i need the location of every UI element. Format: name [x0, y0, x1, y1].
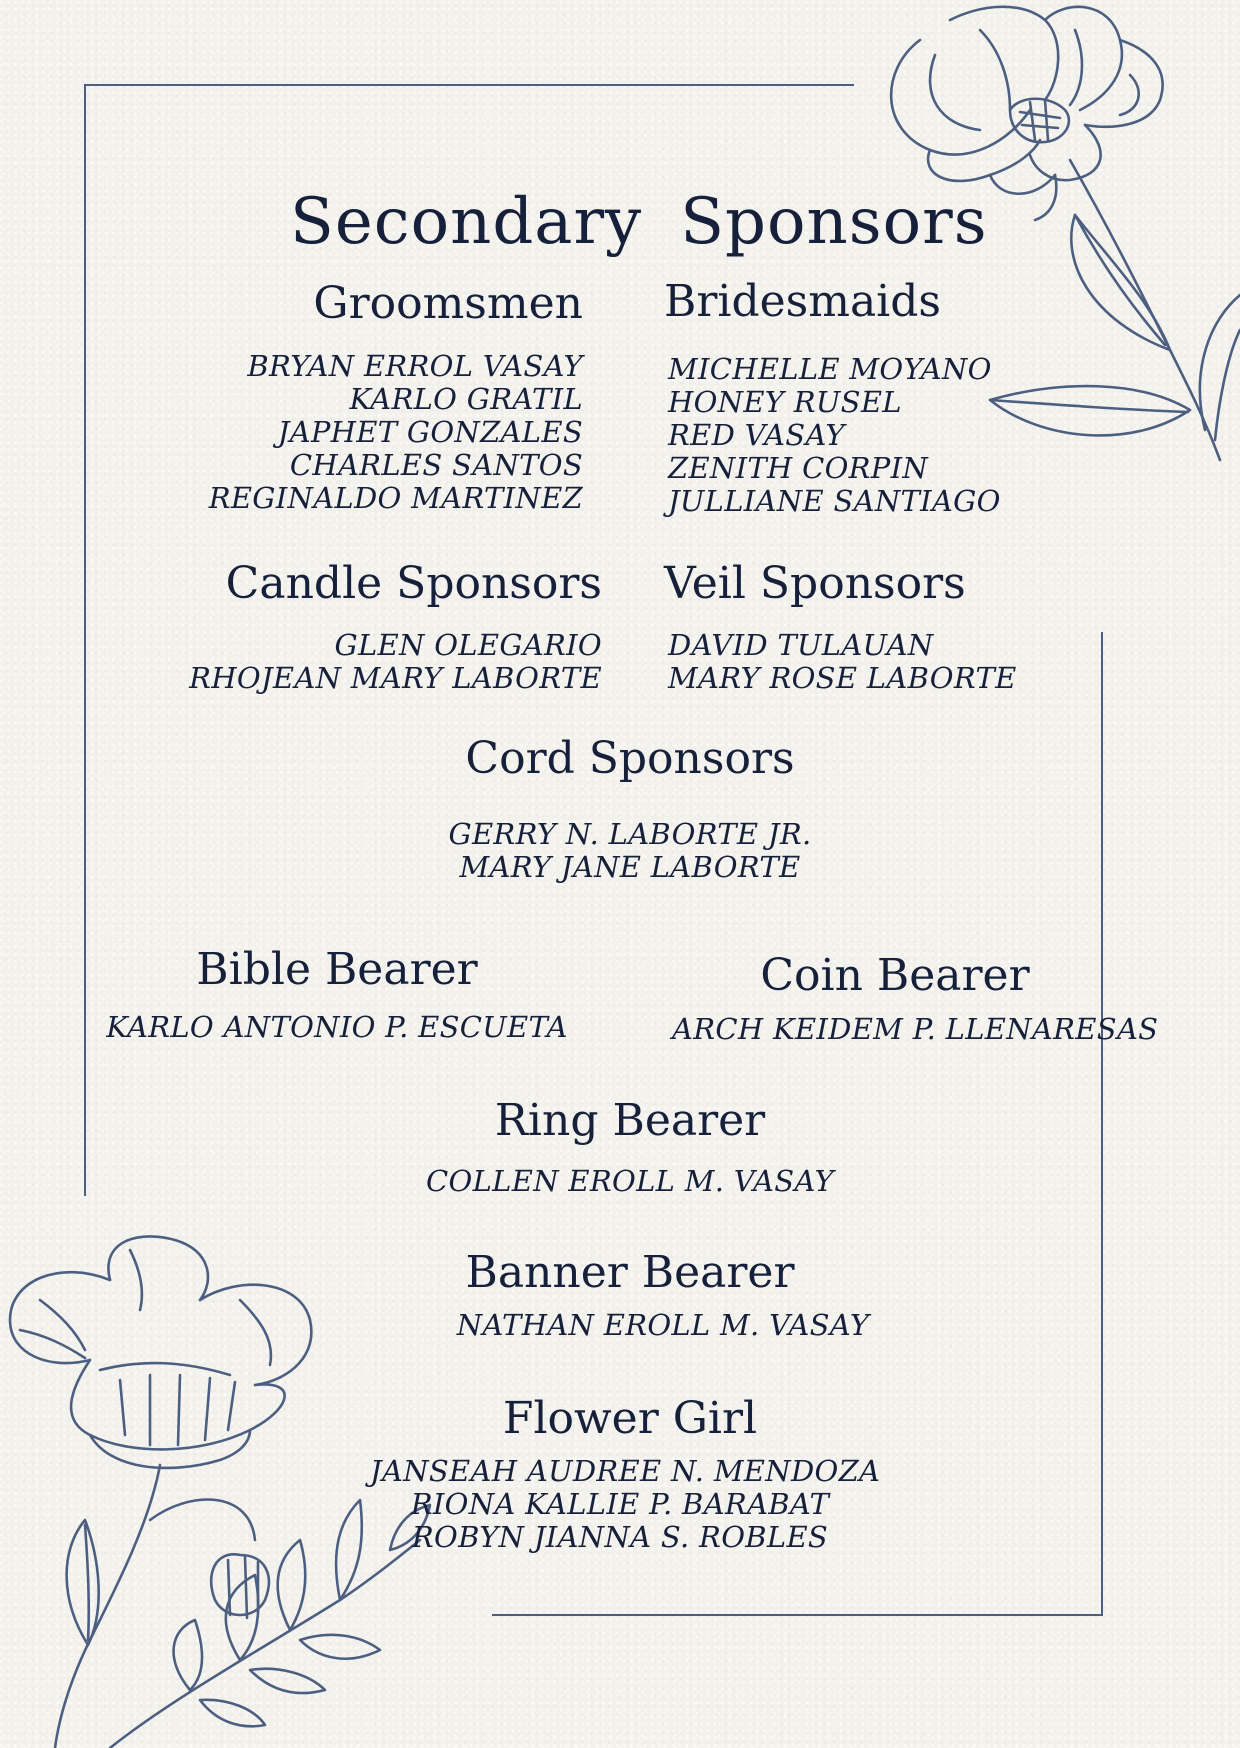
bridesmaids-heading: Bridesmaids: [664, 276, 941, 327]
list-item: MARY JANE LABORTE: [459, 850, 801, 884]
frame-top-line: [84, 84, 854, 86]
veil-sponsors-heading: Veil Sponsors: [664, 558, 966, 609]
flower-girl-list: [370, 1454, 881, 1554]
cord-sponsors-heading: Cord Sponsors: [465, 733, 795, 784]
bible-bearer-heading: Bible Bearer: [196, 944, 478, 995]
list-item: BRYAN ERROL VASAY: [247, 349, 583, 383]
frame-bottom-line: [492, 1614, 1103, 1616]
list-item: MARY ROSE LABORTE: [668, 661, 1017, 695]
frame-left-line: [84, 84, 86, 1196]
flower-girl-heading: Flower Girl: [502, 1393, 758, 1444]
list-item: ROBYN JIANNA S. ROBLES: [411, 1520, 829, 1554]
candle-sponsors-heading: Candle Sponsors: [225, 558, 602, 609]
list-item: REGINALDO MARTINEZ: [208, 481, 583, 515]
bridesmaids-list: [668, 353, 1001, 518]
page-title: [290, 185, 988, 259]
list-item: GERRY N. LABORTE JR.: [448, 817, 812, 851]
list-item: CHARLES SANTOS: [289, 448, 583, 482]
list-item: ZENITH CORPIN: [668, 451, 929, 485]
list-item: RHOJEAN MARY LABORTE: [189, 661, 602, 695]
list-item: JAPHET GONZALES: [277, 415, 583, 449]
list-item: GLEN OLEGARIO: [334, 628, 602, 662]
ring-bearer-list: [380, 1165, 880, 1198]
list-item: RIONA KALLIE P. BARABAT: [410, 1487, 830, 1521]
list-item: KARLO ANTONIO P. ESCUETA: [106, 1010, 568, 1044]
candle-sponsors-list: [189, 629, 602, 695]
list-item: NATHAN EROLL M. VASAY: [456, 1308, 870, 1342]
list-item: ARCH KEIDEM P. LLENARESAS: [672, 1012, 1159, 1046]
bible-bearer-list: [100, 1011, 574, 1044]
list-item: RED VASAY: [668, 418, 845, 452]
list-item: JANSEAH AUDREE N. MENDOZA: [370, 1454, 881, 1488]
list-item: HONEY RUSEL: [668, 385, 902, 419]
list-item: JULLIANE SANTIAGO: [668, 484, 1001, 518]
list-item: MICHELLE MOYANO: [668, 352, 992, 386]
ring-bearer-heading: Ring Bearer: [494, 1095, 766, 1146]
title-word-sponsors: Sponsors: [680, 185, 988, 259]
list-item: COLLEN EROLL M. VASAY: [426, 1164, 834, 1198]
list-item: KARLO GRATIL: [349, 382, 583, 416]
coin-bearer-heading: Coin Bearer: [760, 950, 1030, 1001]
frame-right-line: [1101, 632, 1103, 1616]
groomsmen-heading: Groomsmen: [313, 278, 583, 329]
banner-bearer-list: [413, 1309, 913, 1342]
cord-sponsors-list: [380, 818, 880, 884]
coin-bearer-list: [672, 1012, 1159, 1046]
list-item: DAVID TULAUAN: [668, 628, 934, 662]
title-word-secondary: Secondary: [290, 185, 643, 259]
banner-bearer-heading: Banner Bearer: [465, 1247, 795, 1298]
groomsmen-list: [209, 350, 583, 515]
veil-sponsors-list: [668, 629, 1017, 695]
